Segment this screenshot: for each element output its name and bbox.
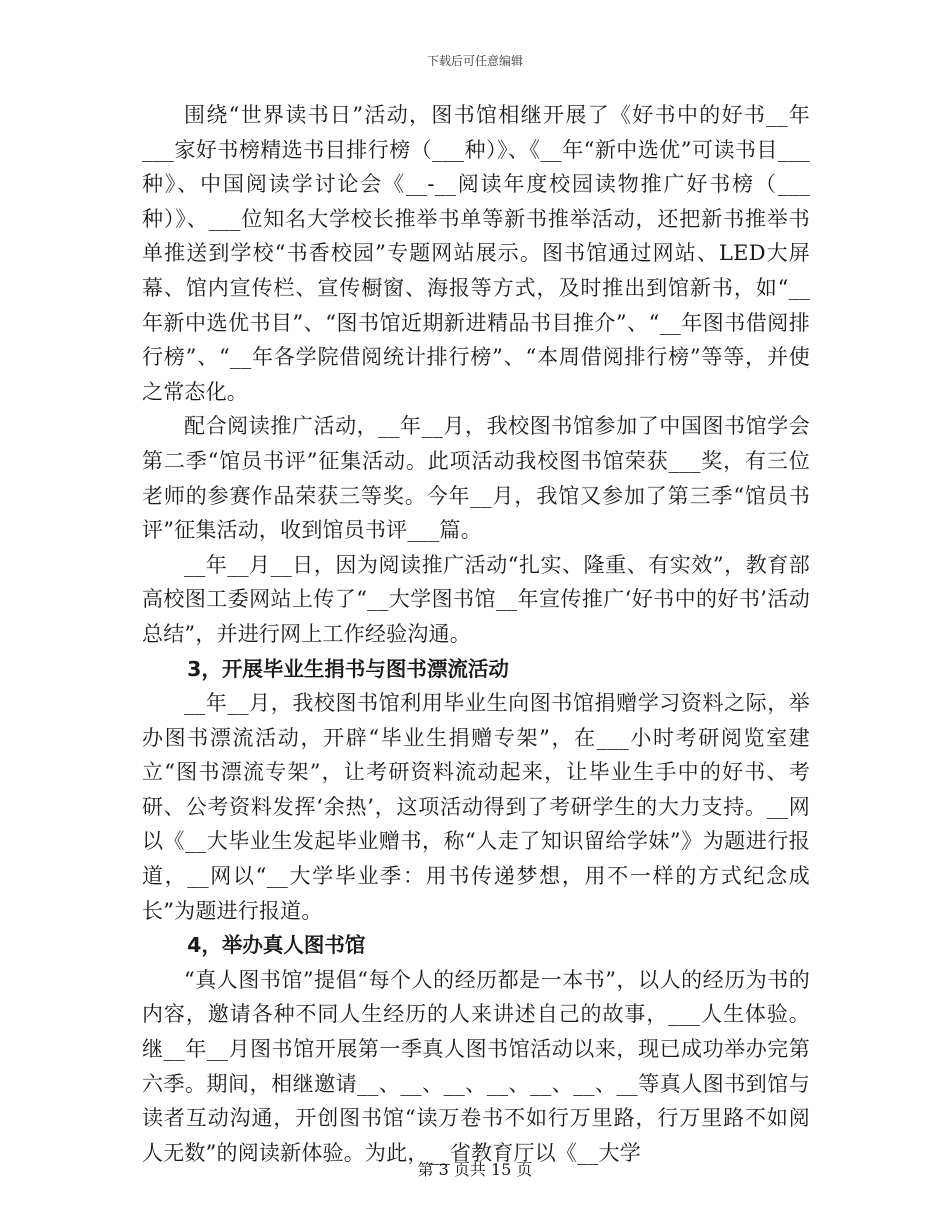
section-heading-book-drift: 3，开展毕业生捐书与图书漂流活动 [187,656,509,681]
page-header: 下载后可任意编辑 [426,54,523,68]
paragraph-reading-day: 围绕“世界读书日”活动，图书馆相继开展了《好书中的好书__年___家好书榜精选书目排行榜（___种）》、《__年“新中选优”可读书目___种》、中国阅读学讨论会《__-__阅读年度校园读物推广好书榜（___种）》、___位知名大学校长推举书单等新书推举活动，还把新书推举书单推送到学校“书香校园”专题网站展示。图书馆通过网站、LED大屏幕、馆内宣传栏、宣传橱窗、海报等方式，及时推出到馆新书，如“__年新中选优书目”、“图书馆近期新进精品书目推介”、“__年图书借阅排行榜”、“__年各学院借阅统计排行榜”、“本周借阅排行榜”等等，并使之常态化。 [142,103,810,404]
document-body [142,98,810,1170]
page-footer: 第 3 页共 15 页 [417,1160,533,1179]
section-heading-human-library: 4，举办真人图书馆 [187,933,366,958]
paragraph-book-drift: __年__月，我校图书馆利用毕业生向图书馆捐赠学习资料之际，举办图书漂流活动，开辟“毕业生捐赠专架”，在___小时考研阅览室建立“图书漂流专架”，让考研资料流动起来，让毕业生手中的好书、考研、公考资料发挥‘余热’，这项活动得到了考研学生的大力支持。__网以《__大毕业生发起毕业赠书，称“人走了知识留给学妹”》为题进行报道，__网以“__大学毕业季：用书传递梦想，用不一样的方式纪念成长”为题进行报道。 [142,691,810,923]
paragraph-book-review: 配合阅读推广活动，__年__月，我校图书馆参加了中国图书馆学会第二季“馆员书评”征集活动。此项活动我校图书馆荣获___奖，有三位老师的参赛作品荣获三等奖。今年__月，我馆又参加了第三季“馆员书评”征集活动，收到馆员书评___篇。 [142,414,810,543]
paragraph-summary-upload: __年__月__日，因为阅读推广活动“扎实、隆重、有实效”，教育部高校图工委网站上传了“__大学图书馆__年宣传推广‘好书中的好书’活动总结”，并进行网上工作经验沟通。 [142,552,810,646]
paragraph-human-library: “真人图书馆”提倡“每个人的经历都是一本书”，以人的经历为书的内容，邀请各种不同人生经历的人来讲述自己的故事，___人生体验。继__年__月图书馆开展第一季真人图书馆活动以来，现已成功举办完第六季。期间，相继邀请__、__、__、__、__、__、__等真人图书到馆与读者互动沟通，开创图书馆“读万卷书不如行万里路，行万里路不如阅人无数”的阅读新体验。为此，__省教育厅以《__大学 [142,967,810,1165]
